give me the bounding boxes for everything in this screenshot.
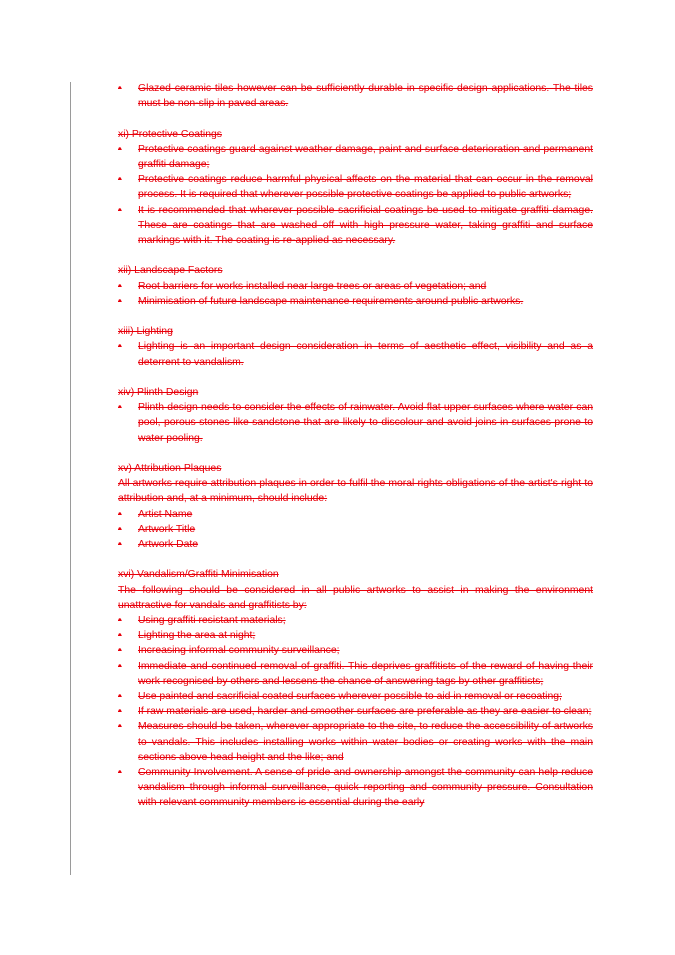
- bullet-list: [118, 81, 593, 111]
- list-item-text: Artwork Title: [138, 523, 196, 535]
- list-item-text: Use painted and sacrificial coated surfaces wherever possible to aid in removal or recoating;: [138, 691, 562, 703]
- list-item-text: Increasing informal community surveillance;: [138, 645, 340, 657]
- list-item-text: Artist Name: [138, 508, 193, 520]
- list-item: [118, 279, 593, 294]
- section-heading: xiv) Plinth Design: [118, 387, 199, 398]
- list-item: [118, 659, 593, 689]
- list-item: [118, 294, 593, 309]
- list-item-text: Community Involvement. A sense of pride and ownership amongst the community can help reduce vandalism through informal surveillance, quick reporting and community pressure. Consultation with relevant community members is essential during the early: [138, 767, 593, 809]
- bullet-icon: •: [118, 295, 122, 307]
- list-item-text: Protective coatings reduce harmful physical affects on the material that can occur in the removal process. It is required that wherever possible protective coatings be applied to public artworks;: [138, 174, 593, 201]
- list-item-text: Artwork Date: [138, 539, 199, 551]
- bullet-icon: •: [118, 539, 122, 551]
- bullet-icon: •: [118, 660, 122, 672]
- list-item-text: Lighting the area at night;: [138, 630, 256, 642]
- section-heading: xvi) Vandalism/Graffiti Minimisation: [118, 569, 279, 581]
- change-bar: [70, 82, 71, 875]
- list-item-text: Immediate and continued removal of graffiti. This deprives graffitists of the reward of having their work recognised by others and lessens the chance of answering tags by other graffitists;: [138, 660, 593, 687]
- bullet-icon: •: [118, 615, 122, 627]
- list-item-text: Lighting is an important design consideration in terms of aesthetic effect, visibility and as a deterrent to vandalism.: [138, 341, 593, 368]
- bullet-list: [118, 613, 593, 811]
- list-item: [118, 719, 593, 765]
- section-heading: xii) Landscape Factors: [118, 265, 223, 277]
- bullet-icon: •: [118, 645, 122, 657]
- list-item: [118, 643, 593, 658]
- list-item: [118, 339, 593, 369]
- list-item: [118, 765, 593, 811]
- list-item: [118, 613, 593, 628]
- list-item-text: Plinth design needs to consider the effects of rainwater. Avoid flat upper surfaces where water can pool, porous stones like sandstone that are likely to discolour and avoid joins in surfaces prone to water pooling.: [138, 402, 593, 444]
- list-item: [118, 522, 593, 537]
- bullet-icon: •: [118, 630, 122, 642]
- bullet-icon: •: [118, 706, 122, 718]
- list-item-text: Glazed ceramic tiles however can be sufficiently durable in specific design applications. The tiles must be non-slip in paved areas.: [138, 83, 593, 110]
- list-item: [118, 689, 593, 704]
- list-item: [118, 172, 593, 202]
- section-paragraph: All artworks require attribution plaques in order to fulfil the moral rights obligations of the artist's right to attribution and, at a minimum, should include:: [118, 478, 593, 505]
- list-item-text: Protective coatings guard against weather damage, paint and surface deterioration and permanent graffiti damage;: [138, 143, 593, 170]
- list-item-text: If raw materials are used, harder and smoother surfaces are preferable as they are easier to clean;: [138, 706, 592, 718]
- section-paragraph: The following should be considered in all public artworks to assist in making the environment unattractive for vandals and graffitists by:: [118, 584, 593, 611]
- bullet-icon: •: [118, 143, 122, 155]
- list-item: [118, 400, 593, 446]
- list-item-text: Minimisation of future landscape maintenance requirements around public artworks.: [138, 295, 524, 307]
- list-item: [118, 507, 593, 522]
- list-item: [118, 537, 593, 552]
- section-heading: xv) Attribution Plaques: [118, 463, 222, 474]
- list-item: [118, 81, 593, 111]
- bullet-list: [118, 400, 593, 446]
- bullet-icon: •: [118, 204, 122, 216]
- bullet-icon: •: [118, 523, 122, 535]
- bullet-list: [118, 142, 593, 248]
- list-item: [118, 203, 593, 249]
- bullet-icon: •: [118, 721, 122, 733]
- section-heading: xiii) Lighting: [118, 326, 173, 338]
- bullet-icon: •: [118, 174, 122, 186]
- list-item: [118, 628, 593, 643]
- bullet-icon: •: [118, 280, 122, 292]
- list-item-text: It is recommended that wherever possible sacrificial coatings be used to mitigate graffiti damage. These are coatings that are washed off with high pressure water, taking graffiti and surface markings with it. The coating is re-applied as necessary.: [138, 204, 593, 247]
- list-item-text: Using graffiti resistant materials;: [138, 615, 286, 627]
- bullet-icon: •: [118, 83, 122, 94]
- bullet-list: [118, 339, 593, 369]
- list-item-text: Root barriers for works installed near large trees or areas of vegetation; and: [138, 280, 487, 292]
- list-item-text: Measures should be taken, wherever appropriate to the site, to reduce the accessibility of artworks to vandals. This includes installing works within water bodies or creating works with the main sections above head height and the like; and: [138, 721, 593, 763]
- bullet-icon: •: [118, 341, 122, 353]
- bullet-list: [118, 279, 593, 309]
- bullet-icon: •: [118, 767, 122, 779]
- list-item: [118, 142, 593, 172]
- bullet-list: [118, 507, 593, 553]
- bullet-icon: •: [118, 402, 122, 414]
- document-body: [118, 81, 593, 811]
- section-heading: xi) Protective Coatings: [118, 128, 222, 140]
- bullet-icon: •: [118, 691, 122, 703]
- bullet-icon: •: [118, 508, 122, 520]
- list-item: [118, 704, 593, 719]
